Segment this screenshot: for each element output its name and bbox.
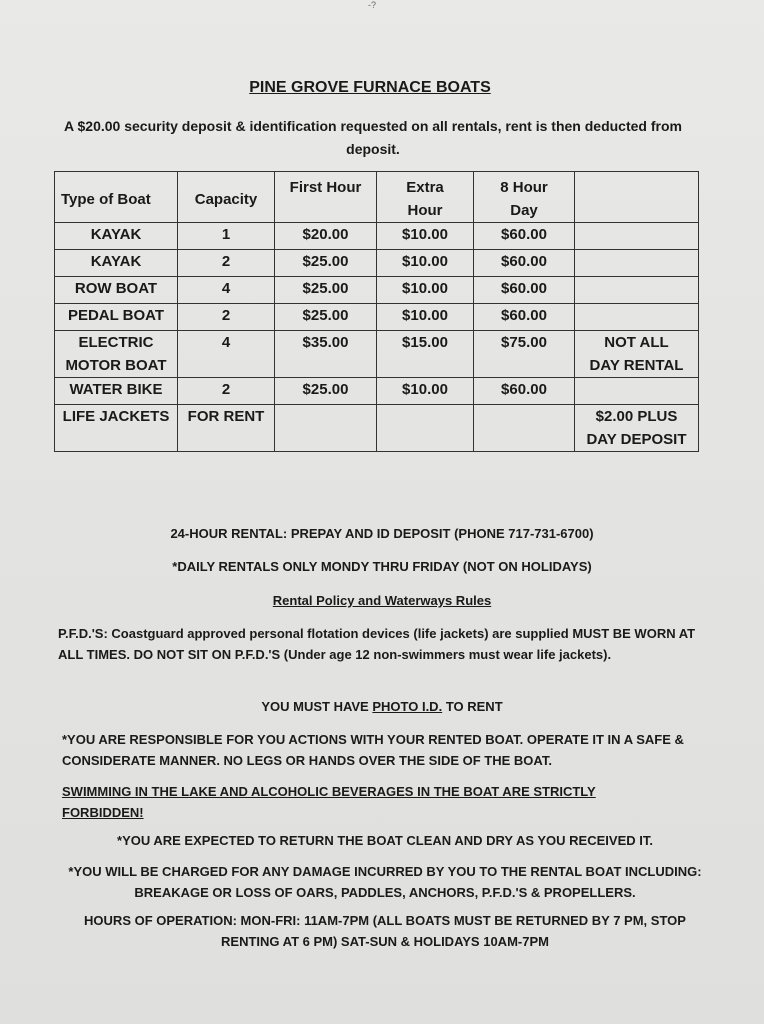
header-8-hour-day — [474, 172, 575, 223]
cell-type: ROW BOAT — [55, 277, 178, 304]
page-title: PINE GROVE FURNACE BOATS — [249, 79, 491, 96]
cell-type: PEDAL BOAT — [55, 304, 178, 331]
cell-first-hour: $25.00 — [275, 277, 377, 304]
cell-day: $60.00 — [474, 277, 575, 304]
photo-id-suffix: TO RENT — [445, 699, 503, 714]
cell-capacity: 2 — [178, 304, 275, 331]
table-row — [55, 250, 699, 277]
pfd-rule: P.F.D.'S: Coastguard approved personal flotation devices (life jackets) are supplied MUST BE WORN AT ALL TIMES. DO NOT SIT ON P.F.D.'S (Under age 12 non-swimmers must wear life jackets). — [58, 626, 696, 662]
cell-day: $60.00 — [474, 250, 575, 277]
rental-24h-notice: 24-HOUR RENTAL: PREPAY AND ID DEPOSIT (PHONE 717-731-6700) — [170, 526, 594, 541]
cell-first-hour: $20.00 — [275, 223, 377, 250]
cell-day: $60.00 — [474, 378, 575, 405]
photo-id-emphasis: PHOTO I.D. — [372, 699, 443, 714]
rates-table — [54, 171, 699, 452]
cell-type: WATER BIKE — [55, 378, 178, 405]
cell-type: LIFE JACKETS — [55, 405, 178, 452]
cell-type: KAYAK — [55, 223, 178, 250]
table-header-row — [55, 172, 699, 223]
header-type: Type of Boat — [55, 172, 178, 223]
header-extra-hour — [377, 172, 474, 223]
cell-capacity: 1 — [178, 223, 275, 250]
cell-first-hour: $35.00 — [275, 331, 377, 378]
cell-note — [575, 223, 699, 250]
cell-capacity: 2 — [178, 378, 275, 405]
table-row — [55, 405, 699, 452]
cell-type: ELECTRIC MOTOR BOAT — [55, 331, 178, 378]
cell-extra-hour: $10.00 — [377, 304, 474, 331]
cell-day: $60.00 — [474, 304, 575, 331]
cell-note: $2.00 PLUS DAY DEPOSIT — [575, 405, 699, 452]
top-mark: -? — [368, 0, 377, 10]
header-capacity: Capacity — [178, 172, 275, 223]
cell-capacity: 4 — [178, 277, 275, 304]
daily-rentals-notice: *DAILY RENTALS ONLY MONDY THRU FRIDAY (NOT ON HOLIDAYS) — [172, 559, 592, 574]
header-first-hour: First Hour — [275, 172, 377, 223]
header-note — [575, 172, 699, 223]
policy-heading: Rental Policy and Waterways Rules — [272, 593, 492, 608]
cell-day: $60.00 — [474, 223, 575, 250]
header-extra-line2: Hour — [407, 202, 443, 219]
table-row — [55, 277, 699, 304]
cell-day — [474, 405, 575, 452]
cell-extra-hour: $10.00 — [377, 378, 474, 405]
deposit-notice: A $20.00 security deposit & identification requested on all rentals, rent is then deducted from deposit. — [64, 118, 682, 157]
cell-note — [575, 378, 699, 405]
table-row — [55, 331, 699, 378]
header-extra-line1: Extra — [406, 179, 444, 196]
cell-note — [575, 277, 699, 304]
table-row — [55, 378, 699, 405]
cell-first-hour: $25.00 — [275, 250, 377, 277]
cell-day: $75.00 — [474, 331, 575, 378]
table-row — [55, 223, 699, 250]
hours-of-operation: HOURS OF OPERATION: MON-FRI: 11AM-7PM (ALL BOATS MUST BE RETURNED BY 7 PM, STOP RENTING AT 6 PM) SAT-SUN & HOLIDAYS 10AM-7PM — [84, 913, 686, 949]
cell-type: KAYAK — [55, 250, 178, 277]
return-clean-rule: *YOU ARE EXPECTED TO RETURN THE BOAT CLEAN AND DRY AS YOU RECEIVED IT. — [117, 833, 653, 848]
cell-note: NOT ALL DAY RENTAL — [575, 331, 699, 378]
cell-capacity: 4 — [178, 331, 275, 378]
damage-rule: *YOU WILL BE CHARGED FOR ANY DAMAGE INCURRED BY YOU TO THE RENTAL BOAT INCLUDING: BREAKAGE OR LOSS OF OARS, PADDLES, ANCHORS, P.F.D.'S & PROPELLERS. — [68, 864, 702, 900]
responsibility-rule: *YOU ARE RESPONSIBLE FOR YOU ACTIONS WITH YOUR RENTED BOAT. OPERATE IT IN A SAFE & CONSIDERATE MANNER. NO LEGS OR HANDS OVER THE SIDE OF THE BOAT. — [62, 732, 684, 768]
cell-capacity: FOR RENT — [178, 405, 275, 452]
cell-note — [575, 250, 699, 277]
cell-extra-hour: $10.00 — [377, 223, 474, 250]
cell-first-hour: $25.00 — [275, 304, 377, 331]
swimming-rule: SWIMMING IN THE LAKE AND ALCOHOLIC BEVERAGES IN THE BOAT ARE STRICTLY FORBIDDEN! — [62, 784, 596, 820]
photo-id-rule — [0, 696, 764, 717]
cell-extra-hour: $10.00 — [377, 277, 474, 304]
cell-extra-hour: $15.00 — [377, 331, 474, 378]
cell-extra-hour: $10.00 — [377, 250, 474, 277]
cell-note — [575, 304, 699, 331]
cell-first-hour: $25.00 — [275, 378, 377, 405]
cell-extra-hour — [377, 405, 474, 452]
photo-id-prefix: YOU MUST HAVE — [261, 699, 369, 714]
cell-first-hour — [275, 405, 377, 452]
header-day-line1: 8 Hour — [500, 179, 548, 196]
cell-capacity: 2 — [178, 250, 275, 277]
table-row — [55, 304, 699, 331]
header-day-line2: Day — [510, 202, 538, 219]
